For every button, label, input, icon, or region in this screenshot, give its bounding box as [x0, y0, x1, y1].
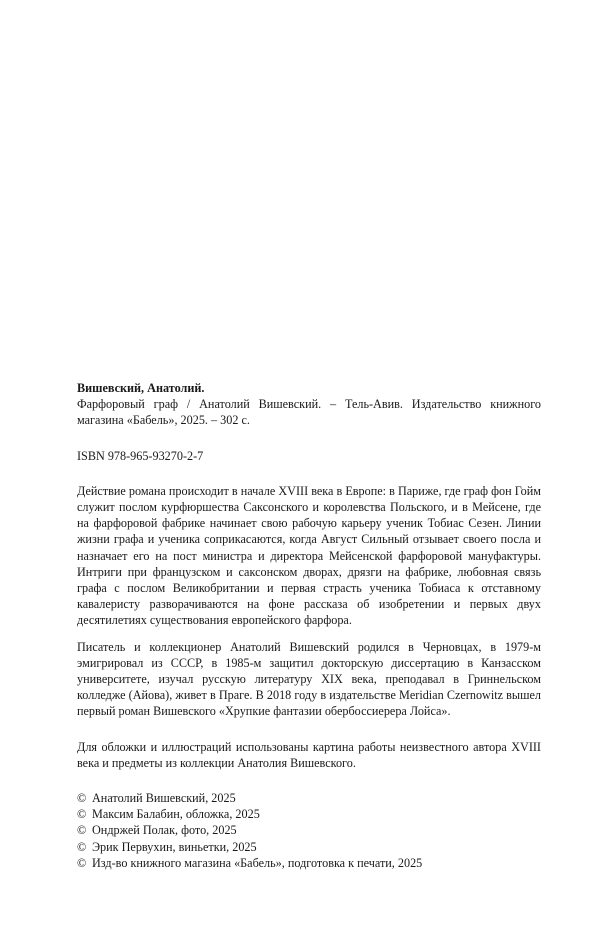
copyright-symbol: © — [77, 823, 87, 838]
copyright-line — [77, 806, 541, 822]
copyright-list — [77, 790, 541, 871]
copyright-symbol: © — [77, 791, 87, 806]
copyright-line — [77, 839, 541, 855]
copyright-text: Максим Балабин, обложка, 2025 — [92, 807, 260, 822]
copyright-symbol: © — [77, 807, 87, 822]
imprint-page — [77, 380, 541, 871]
bibliographic-description: Фарфоровый граф / Анатолий Вишевский. – Тель-Авив. Издательство книжного магазина «Бабель», 2025. – 302 с. — [77, 397, 541, 428]
author-bio-paragraph: Писатель и коллекционер Анатолий Вишевский родился в Черновцах, в 1979-м эмигрировал из СССР, в 1985-м защитил докторскую диссертацию в Канзасском университете, изучал русскую литературу XIX века, преподавал в Гриннельском колледже (Айова), живет в Праге. В 2018 году в издательстве Meridian Czernowitz вышел первый роман Вишевского «Хрупкие фантазии обербоссиерера Лойса». — [77, 639, 541, 719]
copyright-symbol: © — [77, 839, 87, 854]
copyright-text: Ондржей Полак, фото, 2025 — [92, 823, 237, 838]
copyright-text: Эрик Первухин, виньетки, 2025 — [92, 839, 257, 854]
isbn: ISBN 978-965-93270-2-7 — [77, 448, 204, 463]
copyright-text: Анатолий Вишевский, 2025 — [92, 791, 236, 806]
copyright-text: Изд-во книжного магазина «Бабель», подготовка к печати, 2025 — [92, 855, 423, 870]
copyright-symbol: © — [77, 855, 87, 870]
annotation-paragraph: Действие романа происходит в начале XVIII века в Европе: в Париже, где граф фон Гойм служит послом курфюршества Саксонского и королевства Польского, и в Мейсене, где на фарфоровой фабрике начинает свою рабочую карьеру ученик Тобиас Сезен. Линии жизни графа и ученика соприкасаются, когда Август Сильный отзывает своего посла и назначает его на пост министра и директора Мейсенской фарфоровой мануфактуры. Интриги при французском и саксонском дворах, дрязги на фабрике, любовная связь графа с послом Великобритании и первая страсть ученика Тобиаса к отставному кавалеристу разворачиваются на фоне рассказа об изобретении и первых двух десятилетиях существования европейского фарфора. — [77, 483, 541, 628]
bibliographic-author: Вишевский, Анатолий. — [77, 381, 205, 395]
copyright-line — [77, 822, 541, 838]
cover-note: Для обложки и иллюстраций использованы картина работы неизвестного автора XVIII века и предметы из коллекции Анатолия Вишевского. — [77, 739, 541, 770]
copyright-line — [77, 855, 541, 871]
copyright-line — [77, 790, 541, 806]
